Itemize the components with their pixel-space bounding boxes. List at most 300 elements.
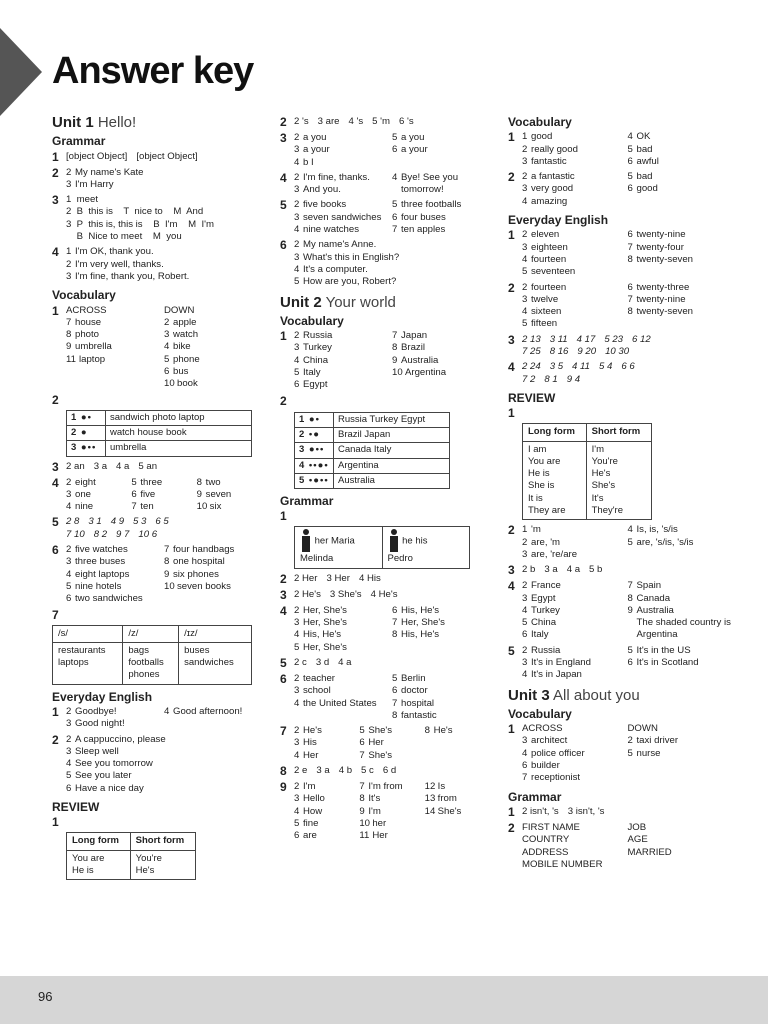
answer-item: 9 six phones: [164, 568, 219, 580]
answer-item: 2 I'm fine, thanks.: [294, 171, 370, 183]
answer-item: 3 isn't, 's: [567, 805, 605, 817]
answer-item: She's: [591, 480, 616, 492]
answer-item: 6 doctor: [392, 685, 428, 697]
answer-item: 3 school: [294, 685, 331, 697]
answer-item: 6 a your: [392, 144, 428, 156]
answer-item: 6 6: [621, 361, 635, 373]
answer-item: 5 seventeen: [522, 266, 576, 278]
answer-item: He's: [135, 864, 155, 876]
answer-item: 3 His: [294, 737, 317, 749]
answer-item: 4 a: [338, 656, 352, 668]
answer-item: 6 twenty-nine: [627, 229, 686, 241]
answer-item: 5 It's in the US: [627, 644, 691, 656]
answer-item: 3 watch: [164, 329, 199, 341]
exercise: 3 1 meet 2 B this is T nice to M And 3 P this is, this is B I'm M I'm B Nice to meet M you: [52, 194, 262, 243]
unit-3-heading: Unit 3 All about you: [508, 686, 640, 704]
answer-item: 5 Her, She's: [294, 641, 347, 653]
answer-item: 5 She's: [359, 725, 393, 737]
exercise: 1: [280, 509, 287, 524]
answer-item: 4 eight laptops: [66, 568, 130, 580]
answer-item: 4 See you tomorrow: [66, 758, 153, 770]
section-title: REVIEW: [508, 390, 556, 405]
down-heading: DOWN: [627, 723, 658, 735]
answer-item: 4 9: [110, 516, 125, 528]
answer-item: 5 nurse: [627, 747, 661, 759]
exercise: 2 2 Her 3 Her 4 His: [280, 571, 381, 586]
column-3: [508, 116, 733, 874]
answer-item: 2 Her, She's: [294, 604, 347, 616]
answer-item: 9 Australia: [392, 354, 439, 366]
exercise: 8 2 e 3 a 4 b 5 c 6 d: [280, 763, 397, 778]
across-heading: ACROSS: [66, 304, 107, 316]
across-heading: ACROSS: [522, 723, 563, 735]
answer-item: 5 bad: [627, 171, 653, 183]
table-row: 5 •●•• Australia: [295, 473, 450, 488]
answer-item: 2 fourteen: [522, 281, 567, 293]
exercise: 1 ACROSS 3 architect 4 police officer 6 builder 7 receptionist DOWN 2 taxi driver 5 nurse: [508, 723, 733, 784]
exercise: 4 2 24 3 5 4 11 5 4 6 6 7 2 8 1 9 4: [508, 360, 635, 385]
answer-item: 2 e: [294, 764, 308, 776]
answer-item: 3 5: [549, 361, 564, 373]
exercise: 6 2 five watches 3 three buses 4 eight laptops 5 nine hotels 6 two sandwiches 7 four handbags 8 one hospital 9 six phones 10 seven books: [52, 544, 262, 605]
answer-item: 4 It's a computer.: [294, 263, 368, 275]
answer-item: 10 30: [605, 346, 630, 358]
answer-item: 2 Russia: [522, 644, 561, 656]
answer-item: 2 b: [522, 564, 536, 576]
exercise: 5 2 five books 3 seven sandwiches 4 nine watches 5 three footballs 6 four buses 7 ten apples: [280, 199, 490, 236]
answer-item: 3 Her, She's: [294, 617, 347, 629]
answer-item: 8 1: [544, 373, 558, 385]
exercise: 9 2 I'm 3 Hello 4 How 5 fine 6 are 7 I'm from 8 It's 9 I'm 10 her 11 Her 12 Is 13 from 14 She's: [280, 781, 490, 842]
answer-item: 4 bike: [164, 341, 191, 353]
exercise: 1 2 isn't, 's 3 isn't, 's: [508, 804, 605, 819]
exercise: 2 2 's 3 are 4 's 5 'm 6 's: [280, 115, 414, 129]
answer-item: 6 builder: [522, 760, 560, 772]
answer-item: 6 His, He's: [392, 604, 440, 616]
answer-item: 2 a fantastic: [522, 171, 575, 183]
answer-item: 8 Canada: [627, 592, 671, 604]
answer-item: 4 How: [294, 805, 323, 817]
unit-1-heading: Unit 1 Hello!: [52, 114, 137, 131]
answer-item: The shaded country is Argentina: [636, 617, 731, 641]
answer-item: 3 very good: [522, 183, 574, 195]
answer-item: 5 nine hotels: [66, 580, 122, 592]
answer-item: 3 It's in England: [522, 656, 591, 668]
answer-item: 6 bus: [164, 366, 189, 378]
exercise: 1: [52, 815, 59, 830]
answer-item: 3 a: [544, 564, 558, 576]
answer-item: 9 4: [566, 373, 581, 385]
answer-item: 3 d: [315, 656, 330, 668]
section-title: Everyday English: [52, 689, 153, 704]
answer-item: 4 nine: [66, 501, 94, 513]
answer-item: He is: [528, 468, 550, 480]
exercise: 2: [280, 393, 287, 408]
exercise: 1 2 Goodbye! 3 Good night! 4 Good afternoon!: [52, 706, 262, 731]
exercise: 1 2 Russia 3 Turkey 4 China 5 Italy 6 Egypt 7 Japan 8 Brazil 9 Australia 10 Argentina: [280, 330, 490, 391]
section-title: Grammar: [52, 134, 106, 149]
answer-item: 2 He's: [294, 725, 322, 737]
answer-item: 3 Sleep well: [66, 745, 119, 757]
answer-item: 5 three: [131, 476, 163, 488]
answer-item: 7 house: [66, 316, 102, 328]
answer-item: 12 Is: [424, 780, 446, 792]
answer-item: JOB: [627, 821, 647, 833]
answer-item: 2 really good: [522, 143, 578, 155]
answer-item: 10 six: [196, 501, 222, 513]
table-row: 1 ●• Russia Turkey Egypt: [295, 412, 450, 427]
answer-item: 3 a your: [294, 144, 330, 156]
answer-item: 3 Turkey: [294, 342, 332, 354]
answer-item: 6 five: [131, 488, 156, 500]
exercise: 1: [508, 406, 515, 421]
answer-item: 3 Egypt: [522, 592, 556, 604]
answer-item: 5 See you later: [66, 770, 132, 782]
answer-item: 7 receptionist: [522, 772, 581, 784]
answer-item: 13 from: [424, 793, 457, 805]
answer-item: 4 Is, is, 's/is: [627, 524, 678, 536]
answer-item: 4 Bye! See you tomorrow!: [392, 171, 459, 196]
exercise: 1 ACROSS 7 house 8 photo 9 umbrella 11 laptop DOWN 2 apple 3 watch 4 bike 5 phone 6 bus 10 book: [52, 305, 262, 391]
answer-item: 4 China: [294, 354, 329, 366]
answer-item: 8 2: [93, 528, 108, 540]
answer-item: 7 10: [66, 528, 85, 540]
answer-item: 3 1: [88, 516, 102, 528]
answer-item: 5 'm: [372, 116, 390, 127]
answer-item: 6 Italy: [522, 629, 549, 641]
exercise: 2 2 My name's Kate 3 I'm Harry: [52, 167, 262, 192]
answer-item: 4 He's: [370, 588, 398, 600]
answer-item: 3 I'm fine, thank you, Robert.: [66, 270, 190, 282]
answer-item: 4 police officer: [522, 747, 585, 759]
exercise: 3 2 an 3 a 4 a 5 an: [52, 459, 158, 474]
answer-item: 7 Spain: [627, 580, 662, 592]
answer-item: 5 a you: [392, 132, 425, 143]
answer-item: 2 My name's Kate: [66, 166, 144, 178]
section-title: Grammar: [280, 494, 334, 509]
answer-item: 2 13: [522, 333, 541, 345]
answer-item: 8 twenty-seven: [627, 306, 694, 318]
answer-item: 5 Berlin: [392, 672, 426, 684]
answer-item: 3 fantastic: [522, 155, 567, 167]
answer-item: 4 sixteen: [522, 306, 562, 318]
answer-item: 1 I'm OK, thank you.: [66, 246, 154, 258]
answer-item: 3 architect: [522, 735, 568, 747]
answer-item: 9 20: [577, 346, 597, 358]
exercise: 5 2 8 3 1 4 9 5 3 6 5 7 10 8 2 9 7 10 6: [52, 515, 169, 540]
answer-item: 2 apple: [164, 316, 197, 328]
exercise: 7 2 He's 3 His 4 Her 5 She's 6 Her 7 She's 8 He's: [280, 725, 490, 762]
answer-item: COUNTRY: [522, 834, 570, 846]
table-row: 1 ●• sandwich photo laptop: [67, 410, 252, 425]
exercise: 4 2 Her, She's 3 Her, She's 4 His, He's 5 Her, She's 6 His, He's 7 Her, She's 8 His, He's: [280, 605, 490, 654]
answer-item: 2 A cappuccino, please: [66, 733, 166, 745]
answer-item: 4 a: [566, 564, 581, 576]
answer-item: 8 two: [196, 476, 221, 488]
answer-item: 2 teacher: [294, 672, 335, 684]
exercise: 2 1 'm 2 are, 'm 3 are, 're/are 4 Is, is, 's/is 5 are, 's/is, 's/is: [508, 524, 733, 561]
answer-item: 3 What's this in English?: [294, 251, 400, 263]
answer-item: 9 Australia: [627, 604, 674, 616]
answer-item: You are: [528, 455, 561, 467]
page-number: 96: [38, 989, 53, 1004]
down-heading: DOWN: [164, 304, 195, 316]
answer-item: 4 's: [348, 116, 364, 127]
answer-item: 2 24: [522, 361, 541, 373]
answer-item: 5 c: [361, 764, 374, 776]
answer-item: MARRIED: [627, 846, 672, 858]
answer-item: restaurants: [58, 644, 106, 656]
answer-item: 6 are: [294, 830, 317, 842]
answer-item: 8 His, He's: [392, 629, 440, 641]
answer-item: 10 her: [359, 817, 387, 829]
answer-item: 10 seven books: [164, 580, 231, 592]
column-1: [52, 116, 262, 880]
answer-item: 5 4: [599, 361, 613, 373]
answer-item: phones: [128, 669, 160, 681]
answer-item: They're: [591, 505, 624, 517]
answer-item: 5 fine: [294, 817, 319, 829]
answer-item: 5 are, 's/is, 's/is: [627, 536, 694, 548]
answer-item: 2 's: [294, 116, 309, 127]
unit-2-heading: Unit 2 Your world: [280, 293, 396, 311]
exercise: 4 2 I'm fine, thanks. 3 And you. 4 Bye! See you tomorrow!: [280, 172, 490, 197]
answer-item: 5 Italy: [294, 367, 321, 379]
answer-item: 5 fifteen: [522, 318, 558, 330]
answer-item: 4 Her: [294, 749, 319, 761]
answer-item: 3 twelve: [522, 293, 559, 305]
answer-item: 2 My name's Anne.: [294, 239, 377, 251]
answer-item: 3 11: [549, 333, 568, 345]
answer-item: 3 one: [66, 488, 92, 500]
answer-item: sandwiches: [184, 657, 234, 669]
answer-item: B Nice to meet M you: [66, 231, 182, 243]
answer-item: buses: [184, 644, 210, 656]
answer-item: 1 meet: [66, 194, 98, 206]
answer-item: MOBILE NUMBER: [522, 858, 603, 870]
answer-item: 9 7: [116, 528, 130, 540]
answer-item: 5 an: [138, 460, 158, 472]
answer-item: 7 twenty-four: [627, 241, 684, 253]
answer-item: 4 Good afternoon!: [164, 705, 243, 717]
answer-item: 2 are, 'm: [522, 536, 561, 548]
table-row: 4 ••●• Argentina: [295, 458, 450, 473]
exercise: 1 2 eleven 3 eighteen 4 fourteen 5 seventeen 6 twenty-nine 7 twenty-four 8 twenty-seven: [508, 229, 733, 278]
answer-item: FIRST NAME: [522, 821, 580, 833]
answer-item: You're: [135, 852, 162, 864]
exercise: 1 [object Object] [object Object]: [52, 149, 198, 164]
answer-item: AGE: [627, 834, 648, 846]
page-title: Answer key: [52, 50, 254, 92]
answer-item: 2 Her: [294, 572, 318, 584]
exercise: 3 2 13 3 11 4 17 5 23 6 12 7 25 8 16 9 20 10 30: [508, 332, 651, 358]
answer-item: 5 23: [604, 333, 624, 345]
answer-item: She is: [528, 480, 555, 492]
column-2: [280, 116, 490, 845]
answer-item: 3 She's: [329, 588, 362, 600]
answer-item: 6 Her: [359, 737, 384, 749]
exercise: 2 2 A cappuccino, please 3 Sleep well 4 See you tomorrow 5 See you later 6 Have a nice day: [52, 734, 262, 795]
exercise: 2: [52, 392, 59, 407]
answer-item: 2 8: [66, 516, 80, 528]
answer-item: 8 one hospital: [164, 556, 225, 568]
answer-item: 6 awful: [627, 155, 659, 167]
answer-item: You're: [591, 455, 618, 467]
answer-item: 6 twenty-three: [627, 281, 690, 293]
section-title: Vocabulary: [508, 706, 572, 721]
section-title: Everyday English: [508, 213, 609, 228]
answer-item: laptops: [58, 657, 89, 669]
exercise: 3 2 a you 3 a your 4 b I 5 a you 6 a your: [280, 132, 490, 169]
answer-item: 2 eleven: [522, 229, 560, 241]
answer-item: 3 And you.: [294, 184, 341, 196]
answer-item: 4 His: [358, 572, 381, 584]
section-title: REVIEW: [52, 800, 100, 815]
answer-item: 4 b: [338, 764, 353, 776]
male-person-icon: [388, 529, 400, 553]
answer-item: 8 Brazil: [392, 342, 425, 354]
exercise: 7: [52, 607, 59, 622]
answer-item: 7 four handbags: [164, 544, 235, 556]
answer-item: 4 His, He's: [294, 629, 342, 641]
exercise: 1 1 good 2 really good 3 fantastic 4 OK 5 bad 6 awful: [508, 131, 733, 168]
answer-item: 7 25: [522, 346, 541, 358]
answer-item: 8 16: [549, 346, 569, 358]
answer-item: 3 Her: [326, 572, 350, 584]
answer-item: 6 's: [398, 116, 414, 127]
answer-item: 1 'm: [522, 524, 541, 536]
answer-item: It's: [591, 492, 604, 504]
answer-item: I am: [528, 443, 547, 455]
page-footer-bar: [0, 976, 768, 1024]
answer-item: 2 I'm: [294, 780, 316, 792]
stress-table: [294, 412, 450, 489]
answer-item: 4 17: [576, 333, 596, 345]
answer-item: 3 eighteen: [522, 241, 568, 253]
answer-item: He's: [591, 468, 611, 480]
answer-item: 11 laptop: [66, 353, 106, 365]
answer-item: 4 b I: [294, 156, 314, 168]
answer-item: 8 It's: [359, 793, 381, 805]
review-table: Long form Short form You are He is You're He's: [66, 832, 196, 880]
table-row: 3 ●•• umbrella: [67, 441, 252, 456]
table-row: 2 ● watch house book: [67, 425, 252, 440]
answer-item: 7 ten apples: [392, 224, 446, 236]
stress-table: [66, 410, 252, 457]
exercise: 4 1 I'm OK, thank you. 2 I'm very well, thanks. 3 I'm fine, thank you, Robert.: [52, 246, 262, 283]
answer-item: 7 ten: [131, 501, 154, 513]
answer-item: 3 three buses: [66, 556, 126, 568]
answer-item: 5 3: [133, 516, 147, 528]
answer-item: 11 Her: [359, 830, 388, 842]
answer-item: 6 four buses: [392, 211, 446, 223]
answer-item: 4 fourteen: [522, 253, 567, 265]
answer-item: 9 I'm: [359, 805, 381, 817]
exercise: 3 2 He's 3 She's 4 He's: [280, 587, 398, 602]
section-title: Vocabulary: [52, 288, 116, 303]
exercise: 6 2 teacher 3 school 4 the United States 5 Berlin 6 doctor 7 hospital 8 fantastic: [280, 673, 490, 722]
answer-item: 8 twenty-seven: [627, 253, 694, 265]
answer-item: 5 China: [522, 617, 557, 629]
answer-item: 3 Hello: [294, 793, 325, 805]
exercise: 6 2 My name's Anne. 3 What's this in English? 4 It's a computer. 5 How are you, Robert?: [280, 239, 490, 288]
answer-item: 7 She's: [359, 749, 393, 761]
answer-item: 2 isn't, 's: [522, 805, 559, 817]
review-table: Long form Short form I am You are He is She is It is They are I'm You're He's She's It's They're: [522, 423, 652, 520]
answer-item: 1 good: [522, 131, 553, 143]
answer-item: 10 Argentina: [392, 367, 447, 379]
answer-item: 2 five books: [294, 199, 347, 211]
exercise: 2 2 fourteen 3 twelve 4 sixteen 5 fifteen 6 twenty-three 7 twenty-nine 8 twenty-seven: [508, 282, 733, 331]
answer-item: 2 eight: [66, 476, 96, 488]
answer-item: 4 the United States: [294, 697, 377, 709]
answer-item: 4 OK: [627, 131, 651, 143]
answer-item: 4 11: [572, 361, 590, 373]
answer-item: 9 umbrella: [66, 341, 112, 353]
answer-item: 3 Good night!: [66, 718, 125, 730]
answer-item: 6 Egypt: [294, 379, 328, 391]
answer-item: 7 Japan: [392, 330, 428, 342]
answer-item: 7 Her, She's: [392, 617, 445, 629]
answer-item: 5 bad: [627, 143, 653, 155]
answer-item: 7 hospital: [392, 697, 435, 709]
exercise: 5 2 Russia 3 It's in England 4 It's in Japan 5 It's in the US 6 It's in Scotland: [508, 645, 733, 682]
answer-item: 3 seven sandwiches: [294, 211, 382, 223]
female-person-icon: [300, 529, 312, 553]
answer-item: 2 an: [66, 460, 85, 472]
answer-item: 10 6: [138, 528, 158, 540]
answer-item: 5 phone: [164, 353, 200, 365]
answer-item: [object Object]: [66, 150, 128, 162]
pronoun-table: her Maria Melinda he his Pedro: [294, 526, 470, 568]
answer-item: 14 She's: [424, 805, 462, 817]
answer-item: 5 three footballs: [392, 199, 462, 211]
answer-item: 6 It's in Scotland: [627, 656, 699, 668]
answer-item: 5 How are you, Robert?: [294, 276, 397, 288]
answer-item: 2 Russia: [294, 330, 333, 342]
answer-item: 4 Turkey: [522, 604, 560, 616]
answer-item: 2 taxi driver: [627, 735, 679, 747]
answer-item: ADDRESS: [522, 846, 569, 858]
answer-item: 3 are: [317, 116, 340, 127]
section-title: Vocabulary: [508, 115, 572, 129]
answer-item: 6 Have a nice day: [66, 782, 144, 794]
section-title: Vocabulary: [280, 313, 344, 328]
answer-item: I'm: [591, 443, 604, 455]
answer-item: 2 Goodbye!: [66, 705, 117, 717]
answer-item: 3 a: [316, 764, 330, 776]
answer-item: 4 a: [116, 460, 130, 472]
exercise: 4 2 eight 3 one 4 nine 5 three 6 five 7 ten 8 two 9 seven 10 six: [52, 477, 262, 514]
answer-item: 8 fantastic: [392, 709, 437, 721]
answer-item: 8 photo: [66, 329, 100, 341]
answer-item: 2 B this is T nice to M And: [66, 206, 204, 218]
answer-item: 6 good: [627, 183, 658, 195]
answer-item: 3 are, 're/are: [522, 548, 578, 560]
exercise: 4 2 France 3 Egypt 4 Turkey 5 China 6 Italy 7 Spain 8 Canada 9 Australia The shaded country is Argentina: [508, 580, 733, 641]
answer-item: 7 I'm from: [359, 780, 403, 792]
answer-item: 4 It's in Japan: [522, 669, 582, 681]
exercise: 2 2 a fantastic 3 very good 4 amazing 5 bad 6 good: [508, 171, 733, 208]
answer-item: 2 He's: [294, 588, 321, 600]
answer-item: 6 d: [382, 764, 397, 776]
answer-item: 8 He's: [424, 725, 453, 737]
answer-item: 2 a you: [294, 132, 327, 143]
section-title: Grammar: [508, 789, 562, 804]
answer-item: 4 nine watches: [294, 224, 359, 236]
table-row: 2 •● Brazil Japan: [295, 427, 450, 442]
answer-item: 6 5: [155, 516, 169, 528]
